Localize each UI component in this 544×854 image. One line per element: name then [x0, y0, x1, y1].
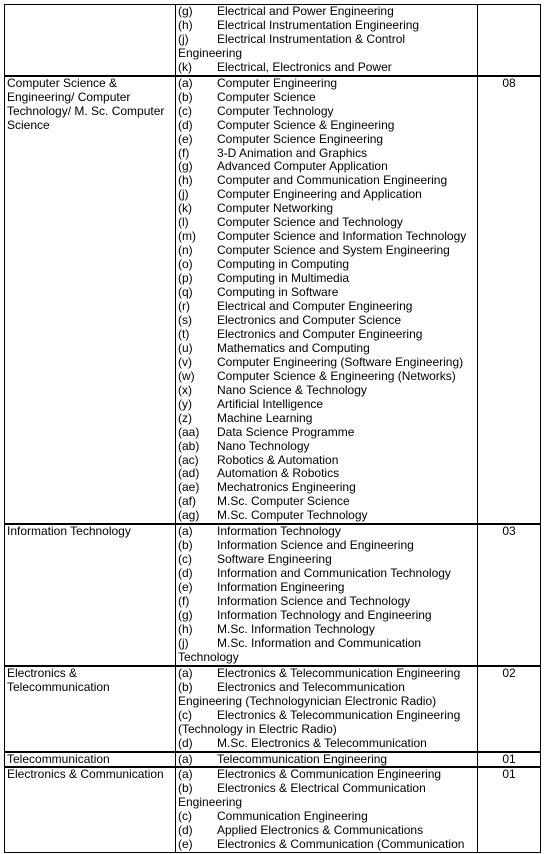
course-code: (b)	[178, 90, 193, 104]
course-code: (ag)	[178, 509, 200, 523]
discipline-cell: Information Technology	[5, 524, 176, 666]
course-code: (v)	[178, 355, 192, 369]
course-name: M.Sc. Computer Science	[217, 495, 350, 509]
course-name: M.Sc. Computer Technology	[217, 509, 368, 523]
course-item	[178, 314, 475, 328]
course-name: Advanced Computer Application	[217, 160, 388, 174]
course-code: (t)	[178, 327, 190, 341]
course-item	[178, 581, 475, 595]
course-item	[178, 133, 475, 147]
course-name: Electrical and Power Engineering	[217, 5, 394, 18]
course-code: (e)	[178, 581, 193, 595]
course-item	[178, 33, 475, 47]
course-item	[178, 328, 475, 342]
course-code: (a)	[178, 666, 193, 680]
course-name: Communication Engineering	[217, 810, 368, 824]
course-name: Telecommunication Engineering	[217, 752, 388, 766]
course-item	[178, 300, 475, 314]
course-code: (f)	[178, 595, 190, 609]
table-row	[5, 666, 541, 752]
course-item	[178, 272, 475, 286]
course-name: Computing in Multimedia	[217, 272, 350, 286]
course-code: (s)	[178, 313, 192, 327]
course-code: (aa)	[178, 425, 200, 439]
course-item	[178, 481, 475, 495]
course-item	[178, 440, 475, 454]
table-row	[5, 752, 541, 768]
course-code: (f)	[178, 146, 190, 160]
course-item	[178, 202, 475, 216]
course-name: Robotics & Automation	[217, 453, 339, 467]
course-item	[178, 824, 475, 838]
course-item	[178, 753, 475, 767]
course-code: (j)	[178, 32, 189, 46]
course-item	[178, 286, 475, 300]
course-name: Computer Engineering	[217, 76, 338, 90]
course-code: (d)	[178, 736, 193, 750]
course-name: Mechatronics Engineering	[217, 481, 356, 495]
course-name: Automation & Robotics	[217, 467, 340, 481]
course-item	[178, 160, 475, 174]
discipline-cell: Computer Science & Engineering/ Computer Technology/ M. Sc. Computer Science	[5, 76, 176, 525]
course-item	[178, 370, 475, 384]
course-code: (m)	[178, 230, 196, 244]
course-name: Electronics and Telecommunication	[217, 680, 405, 694]
course-item	[178, 609, 475, 623]
course-name: Data Science Programme	[217, 425, 355, 439]
course-code: (k)	[178, 202, 192, 216]
course-item	[178, 174, 475, 188]
course-item	[178, 147, 475, 161]
course-code: (g)	[178, 608, 193, 622]
course-item	[178, 782, 475, 796]
course-item	[178, 61, 475, 75]
course-item	[178, 77, 475, 91]
course-code: (g)	[178, 5, 193, 18]
course-name-continuation: Engineering (Technologynician Electronic Radio)	[178, 693, 437, 708]
course-name: Software Engineering	[217, 553, 332, 567]
course-code: (a)	[178, 525, 193, 539]
course-code: (h)	[178, 18, 193, 32]
course-code: (c)	[178, 104, 192, 118]
course-name: Computing in Software	[217, 286, 339, 300]
course-item	[178, 19, 475, 33]
course-code: (d)	[178, 567, 193, 581]
course-name: Electrical Instrumentation & Control	[217, 32, 406, 46]
course-item	[178, 426, 475, 440]
course-item	[178, 539, 475, 553]
course-name: Electrical and Computer Engineering	[217, 300, 413, 314]
course-name: Electronics & Electrical Communication	[217, 782, 426, 796]
course-name: Computer Science and Information Technology	[217, 230, 467, 244]
course-code: (g)	[178, 160, 193, 174]
course-name: Computer Science & Engineering	[217, 118, 395, 132]
discipline-cell: Electronics & Communication	[5, 767, 176, 852]
course-name: 3-D Animation and Graphics	[217, 146, 368, 160]
seats-cell: 01	[478, 752, 541, 768]
course-item	[178, 412, 475, 426]
course-code: (j)	[178, 188, 189, 202]
course-code: (c)	[178, 553, 192, 567]
course-item	[178, 553, 475, 567]
course-item	[178, 623, 475, 637]
course-name: Information Engineering	[217, 581, 345, 595]
course-name-continuation: Engineering	[178, 45, 243, 60]
course-item	[178, 105, 475, 119]
course-item	[178, 230, 475, 244]
course-name-continuation: Engineering	[178, 795, 243, 810]
course-name: Electronics & Telecommunication Engineering	[217, 666, 461, 680]
course-name-continuation: (Technology in Electric Radio)	[178, 721, 337, 736]
courses-cell	[176, 767, 478, 852]
courses-cell	[176, 76, 478, 525]
course-item	[178, 495, 475, 509]
discipline-cell	[5, 5, 176, 76]
course-name: Electronics and Computer Engineering	[217, 327, 423, 341]
course-item	[178, 454, 475, 468]
course-code: (ab)	[178, 439, 200, 453]
course-code: (b)	[178, 680, 193, 694]
course-name: Computer Science & Engineering (Networks)	[217, 369, 456, 383]
course-code: (r)	[178, 300, 190, 314]
course-item	[178, 567, 475, 581]
course-item	[178, 810, 475, 824]
course-item	[178, 384, 475, 398]
course-code: (j)	[178, 636, 189, 650]
course-name: Computer Engineering (Software Engineering)	[217, 355, 464, 369]
course-name: Applied Electronics & Communications	[217, 824, 424, 838]
seats-cell: 03	[478, 524, 541, 666]
course-name: Computer Science Engineering	[217, 132, 384, 146]
course-code: (o)	[178, 258, 193, 272]
course-name: Computer Technology	[217, 104, 334, 118]
course-code: (y)	[178, 397, 192, 411]
course-item	[178, 681, 475, 695]
course-name: Nano Science & Technology	[217, 383, 367, 397]
course-code: (af)	[178, 495, 196, 509]
course-code: (a)	[178, 768, 193, 782]
course-code: (d)	[178, 118, 193, 132]
table-row	[5, 767, 541, 852]
table-row	[5, 76, 541, 525]
course-item	[178, 216, 475, 230]
course-code: (h)	[178, 622, 193, 636]
course-code: (w)	[178, 369, 195, 383]
course-item	[178, 188, 475, 202]
course-item	[178, 737, 475, 751]
courses-cell	[176, 666, 478, 752]
course-code: (ae)	[178, 481, 200, 495]
course-code: (c)	[178, 708, 192, 722]
course-name: M.Sc. Information Technology	[217, 622, 375, 636]
table-row	[5, 5, 541, 76]
course-name: Information Science and Engineering	[217, 539, 414, 553]
course-code: (x)	[178, 383, 192, 397]
course-name: Computer Engineering and Application	[217, 188, 422, 202]
table-row	[5, 524, 541, 666]
course-name: Computer Science and System Engineering	[217, 244, 450, 258]
course-name: Electronics & Telecommunication Engineering	[217, 708, 461, 722]
seats-cell	[478, 5, 541, 76]
course-name: Computer and Communication Engineering	[217, 174, 448, 188]
course-code: (n)	[178, 244, 193, 258]
course-item	[178, 244, 475, 258]
course-name: Information Technology	[217, 525, 341, 539]
courses-cell	[176, 752, 478, 768]
course-name: Artificial Intelligence	[217, 397, 324, 411]
course-code: (d)	[178, 824, 193, 838]
course-name: Information Technology and Engineering	[217, 608, 432, 622]
course-code: (p)	[178, 272, 193, 286]
course-name: Nano Technology	[217, 439, 310, 453]
course-name: Mathematics and Computing	[217, 341, 370, 355]
course-code: (u)	[178, 341, 193, 355]
seats-cell: 02	[478, 666, 541, 752]
courses-cell	[176, 524, 478, 666]
course-name: Information Science and Technology	[217, 595, 411, 609]
course-item	[178, 509, 475, 523]
course-name: Machine Learning	[217, 411, 313, 425]
course-item	[178, 595, 475, 609]
course-code: (e)	[178, 838, 193, 852]
course-item	[178, 91, 475, 105]
course-item	[178, 5, 475, 19]
course-name: Computer Science	[217, 90, 316, 104]
course-item	[178, 525, 475, 539]
course-item	[178, 709, 475, 723]
course-item	[178, 258, 475, 272]
course-code: (q)	[178, 286, 193, 300]
seats-cell: 08	[478, 76, 541, 525]
table-body	[5, 5, 541, 853]
course-name: Computing in Computing	[217, 258, 350, 272]
course-code: (l)	[178, 216, 189, 230]
course-code: (h)	[178, 174, 193, 188]
course-code: (k)	[178, 60, 192, 74]
eligibility-table	[4, 4, 541, 853]
discipline-cell: Telecommunication	[5, 752, 176, 768]
course-code: (e)	[178, 132, 193, 146]
course-code: (z)	[178, 411, 192, 425]
course-item	[178, 838, 475, 852]
course-code: (b)	[178, 782, 193, 796]
course-name: Electronics and Computer Science	[217, 313, 402, 327]
course-name-continuation: Technology	[178, 649, 239, 664]
course-name: Electrical, Electronics and Power	[217, 60, 392, 74]
course-item	[178, 398, 475, 412]
course-name: Computer Science and Technology	[217, 216, 403, 230]
course-code: (ad)	[178, 467, 200, 481]
course-item	[178, 356, 475, 370]
course-name: Information and Communication Technology	[217, 567, 451, 581]
course-name: M.Sc. Information and Communication	[217, 636, 422, 650]
course-code: (ac)	[178, 453, 199, 467]
course-code: (a)	[178, 76, 193, 90]
course-item	[178, 768, 475, 782]
course-item	[178, 342, 475, 356]
course-name: Computer Networking	[217, 202, 334, 216]
course-name: M.Sc. Electronics & Telecommunication	[217, 736, 427, 750]
course-item	[178, 119, 475, 133]
course-name: Electronics & Communication Engineering	[217, 768, 442, 782]
course-code: (b)	[178, 539, 193, 553]
course-code: (c)	[178, 810, 192, 824]
course-item	[178, 667, 475, 681]
course-code: (a)	[178, 752, 193, 766]
discipline-cell: Electronics & Telecommunication	[5, 666, 176, 752]
course-name: Electrical Instrumentation Engineering	[217, 18, 420, 32]
seats-cell: 01	[478, 767, 541, 852]
course-item	[178, 637, 475, 651]
course-item	[178, 467, 475, 481]
courses-cell	[176, 5, 478, 76]
course-name: Electronics & Communication (Communication	[217, 838, 465, 852]
